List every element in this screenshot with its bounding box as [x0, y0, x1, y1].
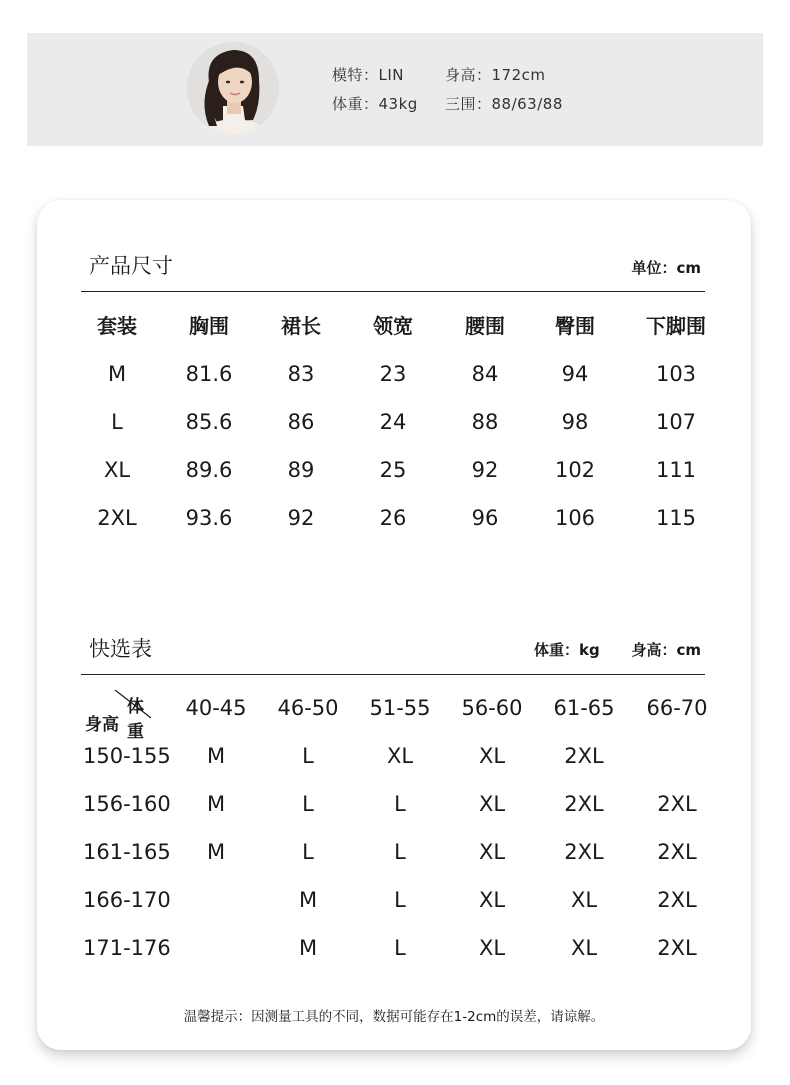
table-row: [81, 732, 721, 780]
size-cell: 26: [379, 506, 407, 530]
size-cell: 107: [655, 410, 697, 434]
size-cell: 83: [287, 362, 315, 386]
quick-cell: M: [206, 744, 226, 768]
quick-table-title: 快选表: [89, 637, 152, 661]
size-cell: 88: [471, 410, 499, 434]
height-range-cell: 171-176: [83, 936, 171, 960]
quick-cell: L: [394, 792, 406, 816]
model-name: 模特：LIN: [332, 66, 405, 84]
quick-cell: L: [302, 792, 314, 816]
quick-table-header: [81, 684, 721, 742]
quick-cell: L: [394, 936, 406, 960]
quick-cell: 2XL: [564, 792, 604, 816]
size-cell: M: [107, 362, 127, 386]
size-cell: 2XL: [97, 506, 137, 530]
quick-cell: 2XL: [657, 840, 697, 864]
quick-cell: L: [394, 840, 406, 864]
size-header-cell: 下脚围: [646, 314, 706, 338]
quick-cell: L: [302, 840, 314, 864]
model-banner: [27, 33, 763, 146]
size-cell: 96: [471, 506, 499, 530]
size-header-cell: 领宽: [373, 314, 413, 338]
size-header-cell: 胸围: [189, 314, 229, 338]
size-cell: 106: [554, 506, 596, 530]
size-header-cell: 套装: [97, 314, 137, 338]
model-info: [332, 61, 563, 119]
size-cell: 102: [554, 458, 596, 482]
model-weight: 体重：43kg: [332, 95, 418, 113]
quick-cell: 2XL: [657, 936, 697, 960]
quick-cell: XL: [478, 840, 506, 864]
quick-cell: M: [206, 840, 226, 864]
corner-height-label: 身高: [85, 715, 119, 735]
corner-cell: [81, 684, 151, 742]
weight-header-cell: 61-65: [553, 696, 615, 720]
table-row: [81, 446, 721, 494]
model-avatar: [187, 42, 279, 134]
table-row: [81, 828, 721, 876]
weight-header-cell: 51-55: [369, 696, 431, 720]
table-row: [81, 494, 721, 542]
model-height: 身高：172cm: [445, 66, 546, 84]
quick-cell: 2XL: [564, 840, 604, 864]
quick-cell: XL: [570, 888, 598, 912]
quick-cell: XL: [570, 936, 598, 960]
size-cell: 85.6: [185, 410, 233, 434]
measurement-note: 温馨提示：因测量工具的不同，数据可能存在1-2cm的误差，请谅解。: [183, 1009, 605, 1025]
size-cell: 103: [655, 362, 697, 386]
quick-cell: [170, 924, 262, 972]
height-range-cell: 156-160: [83, 792, 171, 816]
size-cell: 86: [287, 410, 315, 434]
model-measurements: 三围：88/63/88: [445, 95, 563, 113]
height-range-cell: 150-155: [83, 744, 171, 768]
size-cell: L: [111, 410, 123, 434]
size-cell: 92: [471, 458, 499, 482]
table-row: [81, 924, 721, 972]
quick-table-divider: [81, 674, 705, 675]
size-card: [37, 200, 751, 1050]
size-cell: 84: [471, 362, 499, 386]
quick-cell: XL: [478, 936, 506, 960]
table-row: [81, 398, 721, 446]
size-header-cell: 臀围: [555, 314, 595, 338]
size-cell: 23: [379, 362, 407, 386]
size-cell: 89.6: [185, 458, 233, 482]
quick-cell: XL: [386, 744, 414, 768]
quick-cell: [170, 876, 262, 924]
weight-header-cell: 40-45: [185, 696, 247, 720]
table-row: [81, 350, 721, 398]
quick-cell: 2XL: [657, 792, 697, 816]
size-header-cell: 裙长: [281, 314, 321, 338]
quick-cell: 2XL: [657, 888, 697, 912]
quick-cell: M: [298, 936, 318, 960]
quick-cell: XL: [478, 888, 506, 912]
size-table: [81, 302, 721, 542]
quick-table-weight-unit: 体重：kg: [534, 641, 600, 659]
quick-cell: [631, 732, 723, 780]
quick-table: [81, 684, 721, 972]
quick-cell: XL: [478, 744, 506, 768]
weight-header-cell: 56-60: [461, 696, 523, 720]
height-range-cell: 166-170: [83, 888, 171, 912]
size-header-cell: 腰围: [465, 314, 505, 338]
size-cell: 98: [561, 410, 589, 434]
size-cell: 111: [655, 458, 697, 482]
quick-cell: 2XL: [564, 744, 604, 768]
size-table-header: [81, 302, 721, 350]
size-cell: 93.6: [185, 506, 233, 530]
corner-weight-label: 体重: [127, 697, 144, 742]
size-cell: 81.6: [185, 362, 233, 386]
table-row: [81, 876, 721, 924]
quick-cell: L: [302, 744, 314, 768]
height-range-cell: 161-165: [83, 840, 171, 864]
quick-cell: L: [394, 888, 406, 912]
size-table-title: 产品尺寸: [89, 254, 173, 278]
size-cell: 25: [379, 458, 407, 482]
weight-header-cell: 46-50: [277, 696, 339, 720]
size-cell: 24: [379, 410, 407, 434]
size-cell: 89: [287, 458, 315, 482]
size-cell: 92: [287, 506, 315, 530]
quick-cell: M: [206, 792, 226, 816]
size-table-unit: 单位：cm: [631, 259, 701, 277]
size-cell: 94: [561, 362, 589, 386]
weight-header-cell: 66-70: [646, 696, 708, 720]
size-table-divider: [81, 291, 705, 292]
quick-cell: M: [298, 888, 318, 912]
quick-cell: XL: [478, 792, 506, 816]
size-cell: 115: [655, 506, 697, 530]
quick-table-height-unit: 身高：cm: [631, 641, 701, 659]
size-cell: XL: [103, 458, 131, 482]
table-row: [81, 780, 721, 828]
